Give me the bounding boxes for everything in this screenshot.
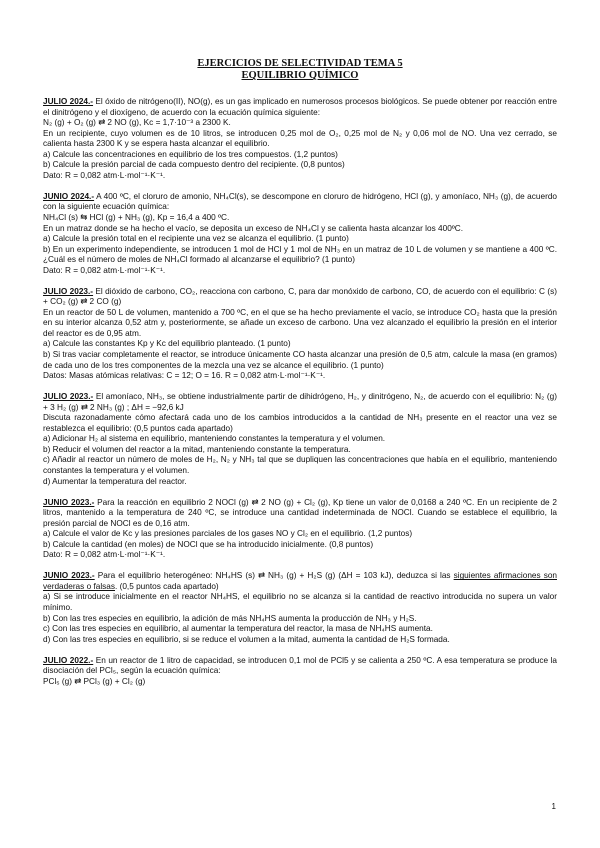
exercise-julio-2023-b xyxy=(43,392,557,487)
question-a: a) Calcule el valor de Kc y las presiones parciales de los gases NO y Cl₂ en el equilibrio. (1,2 puntos) xyxy=(43,529,413,539)
question-d: d) Con las tres especies en equilibrio, si se reduce el volumen a la mitad, aumenta la cantidad de H₂S formada. xyxy=(43,634,450,644)
exercise-statement: Discuta razonadamente cómo afectará cada uno de los cambios introducidos a la cantidad de NH₃ presente en el reactor una vez se restablezca el equilibrio: (0,5 puntos cada apartado) xyxy=(43,413,557,433)
equation: NH₄Cl (s) ⇆ HCl (g) + NH₃ (g), Kp = 16,4 a 400 ºC. xyxy=(43,212,230,222)
exercise-heading: JUNIO 2023.- xyxy=(43,497,95,507)
exercise-statement: El dióxido de carbono, CO₂, reacciona con carbono, C, para dar monóxido de carbono, CO, de acuerdo con el equilibrio: C (s) + CO₂ (g) ⇄ 2 CO (g) xyxy=(43,286,557,307)
data-note: Dato: R = 0,082 atm·L·mol⁻¹·K⁻¹. xyxy=(43,550,166,560)
question-b: b) En un experimento independiente, se introducen 1 mol de HCl y 1 mol de NH₃ en un matraz de 10 L de volumen y se mantiene a 400 ºC. ¿Cuál es el número de moles de NH₄Cl formado al alcanzarse el equilibrio? (1 punto) xyxy=(43,244,557,265)
question-a: a) Si se introduce inicialmente en el reactor NH₄HS, el equilibrio no se alcanza si la cantidad de reactivo introducida no supera un valor mínimo. xyxy=(43,592,557,613)
exercise-julio-2024 xyxy=(43,97,557,181)
question-c: c) Añadir al reactor un número de moles de H₂, N₂ y NH₃ tal que se dupliquen las concentraciones que había en el equilibrio, manteniendo constantes la temperatura y el volumen. xyxy=(43,455,557,475)
exercise-heading: JULIO 2024.- xyxy=(43,97,94,106)
question-b: b) Calcule la presión parcial de cada compuesto dentro del recipiente. (0,8 puntos) xyxy=(43,160,345,170)
exercise-junio-2023-a xyxy=(43,498,557,561)
question-d: d) Aumentar la temperatura del reactor. xyxy=(43,476,187,486)
exercise-statement: En un matraz donde se ha hecho el vacío, se deposita un exceso de NH₄Cl y se calienta hasta alcanzar los 400ºC. xyxy=(43,223,464,233)
document-subtitle: EQUILIBRIO QUÍMICO xyxy=(241,70,359,81)
exercise-statement: En un recipiente, cuyo volumen es de 10 litros, se introducen 0,25 mol de O₂, 0,25 mol de N₂ y 0,06 mol de NO. Una vez cerrado, se calienta hasta 2300 K y se espera hasta alcanzar el equilibrio. xyxy=(43,128,557,149)
question-b: b) Reducir el volumen del reactor a la mitad, manteniendo constante la temperatura. xyxy=(43,444,351,454)
exercise-statement: El amoníaco, NH₃, se obtiene industrialmente partir de dihidrógeno, H₂, y dinitrógeno, N₂, de acuerdo con el equilibrio: N₂ (g) + 3 H₂ (g) ⇄ 2 NH₃ (g) ; ΔH = −92,6 kJ xyxy=(43,392,557,412)
exercise-heading: JULIO 2023.- xyxy=(43,392,94,402)
equation: PCl₅ (g) ⇄ PCl₃ (g) + Cl₂ (g) xyxy=(43,676,146,686)
exercise-statement: Para el equilibrio heterogéneo: NH₄HS (s) ⇄ NH₃ (g) + H₂S (g) (ΔH = 103 kJ), deduzca si las xyxy=(94,571,454,581)
question-b: b) Calcule la cantidad (en moles) de NOCl que se ha introducido inicialmente. (0,8 puntos) xyxy=(43,539,374,549)
exercise-statement: En un reactor de 1 litro de capacidad, se introducen 0,1 mol de PCl5 y se calienta a 250 ºC. A esa temperatura se produce la disociación del PCl₅, según la ecuación química: xyxy=(43,655,558,676)
exercise-statement: El óxido de nitrógeno(II), NO(g), es un gas implicado en numerosos procesos biológicos. Se puede obtener por reacción entre el dinitrógeno y el dioxígeno, de acuerdo con la ecuación química siguiente: xyxy=(43,97,557,117)
exercise-instruction: siguientes afirmaciones son verdaderas o falsas xyxy=(43,571,557,591)
question-a: a) Calcule las constantes Kp y Kc del equilibrio planteado. (1 punto) xyxy=(43,339,291,349)
exercise-statement: Para la reacción en equilibrio 2 NOCl (g) ⇄ 2 NO (g) + Cl₂ (g), Kp tiene un valor de 0,0168 a 240 ºC. En un recipiente de 2 litros, mantenido a la temperatura de 240 ºC, se introduce una cantidad indeterminada de NOCl. Cuando se establece el equilibrio, la presión parcial de NOCl es de 0,16 atm. xyxy=(43,497,557,528)
exercise-julio-2022 xyxy=(43,656,557,688)
document-page xyxy=(43,58,557,698)
exercise-heading: JUNIO 2024.- xyxy=(43,191,95,201)
question-a: a) Calcule la presión total en el recipiente una vez se alcanza el equilibrio. (1 punto) xyxy=(43,234,349,244)
equation: N₂ (g) + O₂ (g) ⇄ 2 NO (g), Kc = 1,7·10⁻³ a 2300 K. xyxy=(43,118,231,128)
data-note: Dato: R = 0,082 atm·L·mol⁻¹·K⁻¹. xyxy=(43,170,166,180)
question-a: a) Calcule las concentraciones en equilibrio de los tres compuestos. (1,2 puntos) xyxy=(43,149,338,159)
data-note: Dato: R = 0,082 atm·L·mol⁻¹·K⁻¹. xyxy=(43,265,166,275)
exercise-heading: JULIO 2022.- xyxy=(43,655,94,665)
question-b: b) Si tras vaciar completamente el reactor, se introduce únicamente CO hasta alcanzar una presión de 0,5 atm, calcule la masa (en gramos) de cada uno de los tres componentes de la mezcla una vez se alcance el equilibrio. (1 punto) xyxy=(43,350,557,370)
question-b: b) Con las tres especies en equilibrio, la adición de más NH₄HS aumenta la producción de NH₃ y H₂S. xyxy=(43,613,417,623)
exercise-julio-2023-a xyxy=(43,287,557,382)
exercise-heading: JUNIO 2023.- xyxy=(43,571,95,581)
data-note: Datos: Masas atómicas relativas: C = 12; O = 16. R = 0,082 atm·L·mol⁻¹·K⁻¹. xyxy=(43,371,326,381)
exercise-statement: A 400 ºC, el cloruro de amonio, NH₄Cl(s), se descompone en cloruro de hidrógeno, HCl (g), y amoníaco, NH₃ (g), de acuerdo con la siguiente ecuación química: xyxy=(43,191,557,212)
exercise-junio-2024 xyxy=(43,192,557,276)
exercise-statement: En un reactor de 50 L de volumen, mantenido a 700 ºC, en el que se ha hecho previamente el vacío, se introduce CO₂ hasta que la presión en su interior alcanza 0,52 atm y, posteriormente, se añade un exceso de carbono. Una vez alcanzado el equilibrio la presión en el interior del reactor es de 0,95 atm. xyxy=(43,307,557,338)
question-a: a) Adicionar H₂ al sistema en equilibrio, manteniendo constantes la temperatura y el volumen. xyxy=(43,434,386,444)
question-c: c) Con las tres especies en equilibrio, al aumentar la temperatura del reactor, la masa de NH₄HS aumenta. xyxy=(43,624,433,634)
exercise-junio-2023-b xyxy=(43,571,557,645)
page-number: 1 xyxy=(551,802,556,811)
exercise-heading: JULIO 2023.- xyxy=(43,286,94,296)
exercise-statement-end: . (0,5 puntos cada apartado) xyxy=(115,581,219,591)
document-title: EJERCICIOS DE SELECTIVIDAD TEMA 5 xyxy=(197,58,403,69)
